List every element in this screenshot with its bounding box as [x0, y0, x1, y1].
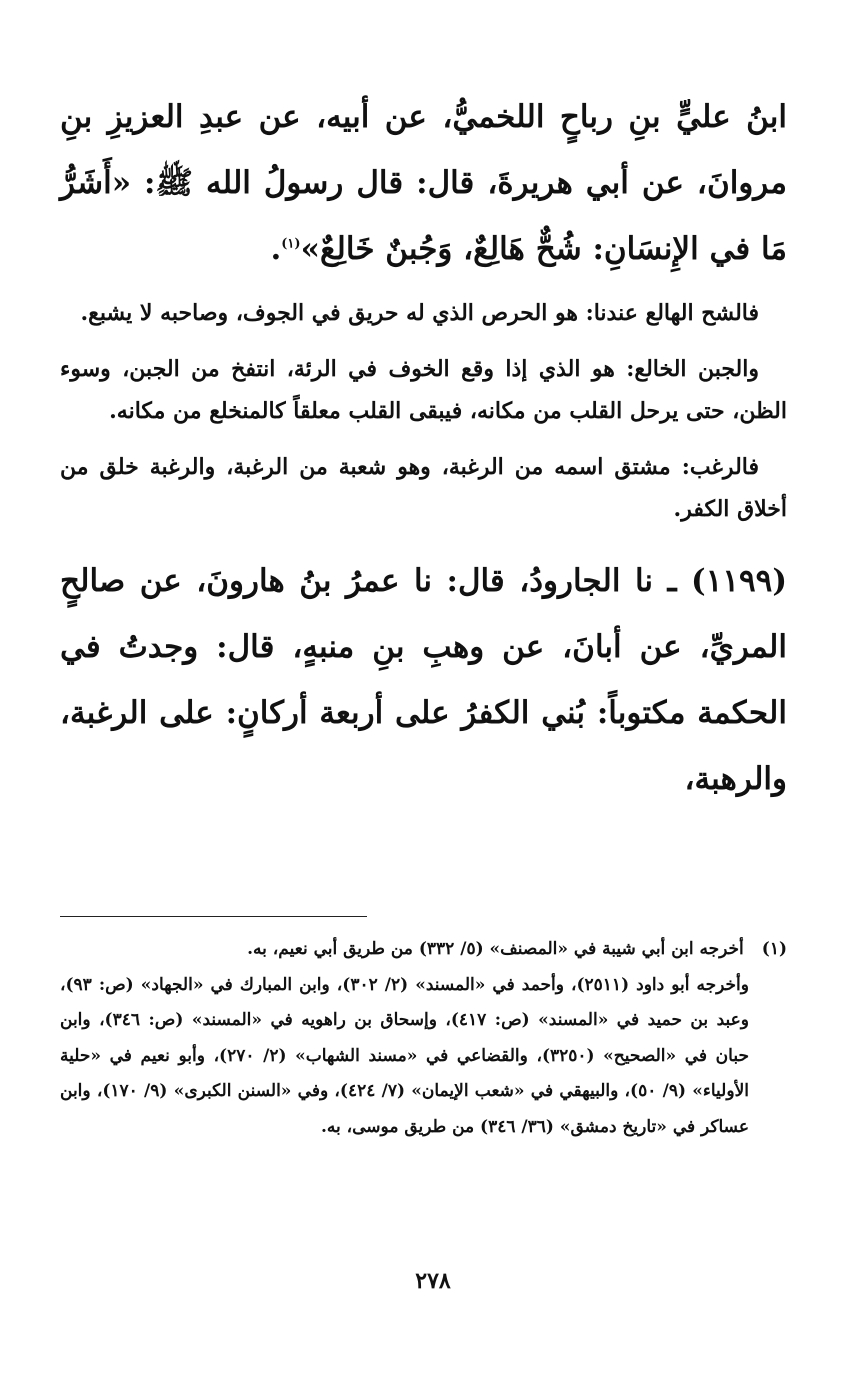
footnote-1-text: أخرجه ابن أبي شيبة في «المصنف» (٥/ ٣٣٢) من طريق أبي نعيم، به. [247, 939, 744, 959]
paragraph-text: ابنُ عليٍّ بنِ رباحٍ اللخميُّ، عن أبيه، عن عبدِ العزيزِ بنِ مروانَ، عن أبي هريرةَ، قال: قال رسولُ الله ﷺ: «أَشَرُّ مَا في الإِنسَانِ: شُحٌّ هَالِعٌ، وَجُبنٌ خَالِعٌ» [60, 99, 787, 267]
footnote-marker: (١) [281, 236, 301, 252]
footnote-1-continuation: وأخرجه أبو داود (٢٥١١)، وأحمد في «المسند» (٢/ ٣٠٢)، وابن المبارك في «الجهاد» (ص: ٩٣)، وعبد بن حميد في «المسند» (ص: ٤١٧)، وإسحاق بن راهويه في «المسند» (ص: ٣٤٦)، وابن حبان في «الصحيح» (٣٢٥٠)، والقضاعي في «مسند الشهاب» (٢/ ٢٧٠)، وأبو نعيم في «حلية الأولياء» (٩/ ٥٠)، والبيهقي في «شعب الإيمان» (٧/ ٤٢٤)، وفي «السنن الكبرى» (٩/ ١٧٠)، وابن عساكر في «تاريخ دمشق» (٣٦/ ٣٤٦) من طريق موسى، به. [60, 974, 749, 1137]
paragraph-explanation-shuh: فالشح الهالع عندنا: هو الحرص الذي له حريق في الجوف، وصاحبه لا يشبع. [80, 300, 759, 326]
footnote-number: (١) [761, 939, 787, 959]
footnote-1-line [60, 932, 787, 968]
page-number: ٢٧٨ [415, 1268, 451, 1294]
paragraph-explanation-raghb: فالرغب: مشتق اسمه من الرغبة، وهو شعبة من الرغبة، والرغبة خلق من أخلاق الكفر. [60, 454, 787, 522]
paragraph-hadith-1199: (١١٩٩) ـ نا الجارودُ، قال: نا عمرُ بنُ هارونَ، عن صالحٍ المريِّ، عن أبانَ، عن وهبِ بنِ منبهٍ، قال: وجدتُ في الحكمة مكتوباً: بُني الكفرُ على أربعة أركانٍ: على الرغبة، والرهبة، [60, 563, 787, 797]
paragraph-end: . [270, 231, 282, 267]
footnote-divider [60, 916, 367, 917]
footnotes [60, 932, 787, 1145]
paragraph-explanation-jubn: والجبن الخالع: هو الذي إذا وقع الخوف في الرئة، انتفخ من الجبن، وسوء الظن، حتى يرحل القلب من مكانه، فيبقى القلب معلقاً كالمنخلع من مكانه. [60, 356, 787, 424]
paragraph-hadith-continuation [60, 84, 787, 282]
